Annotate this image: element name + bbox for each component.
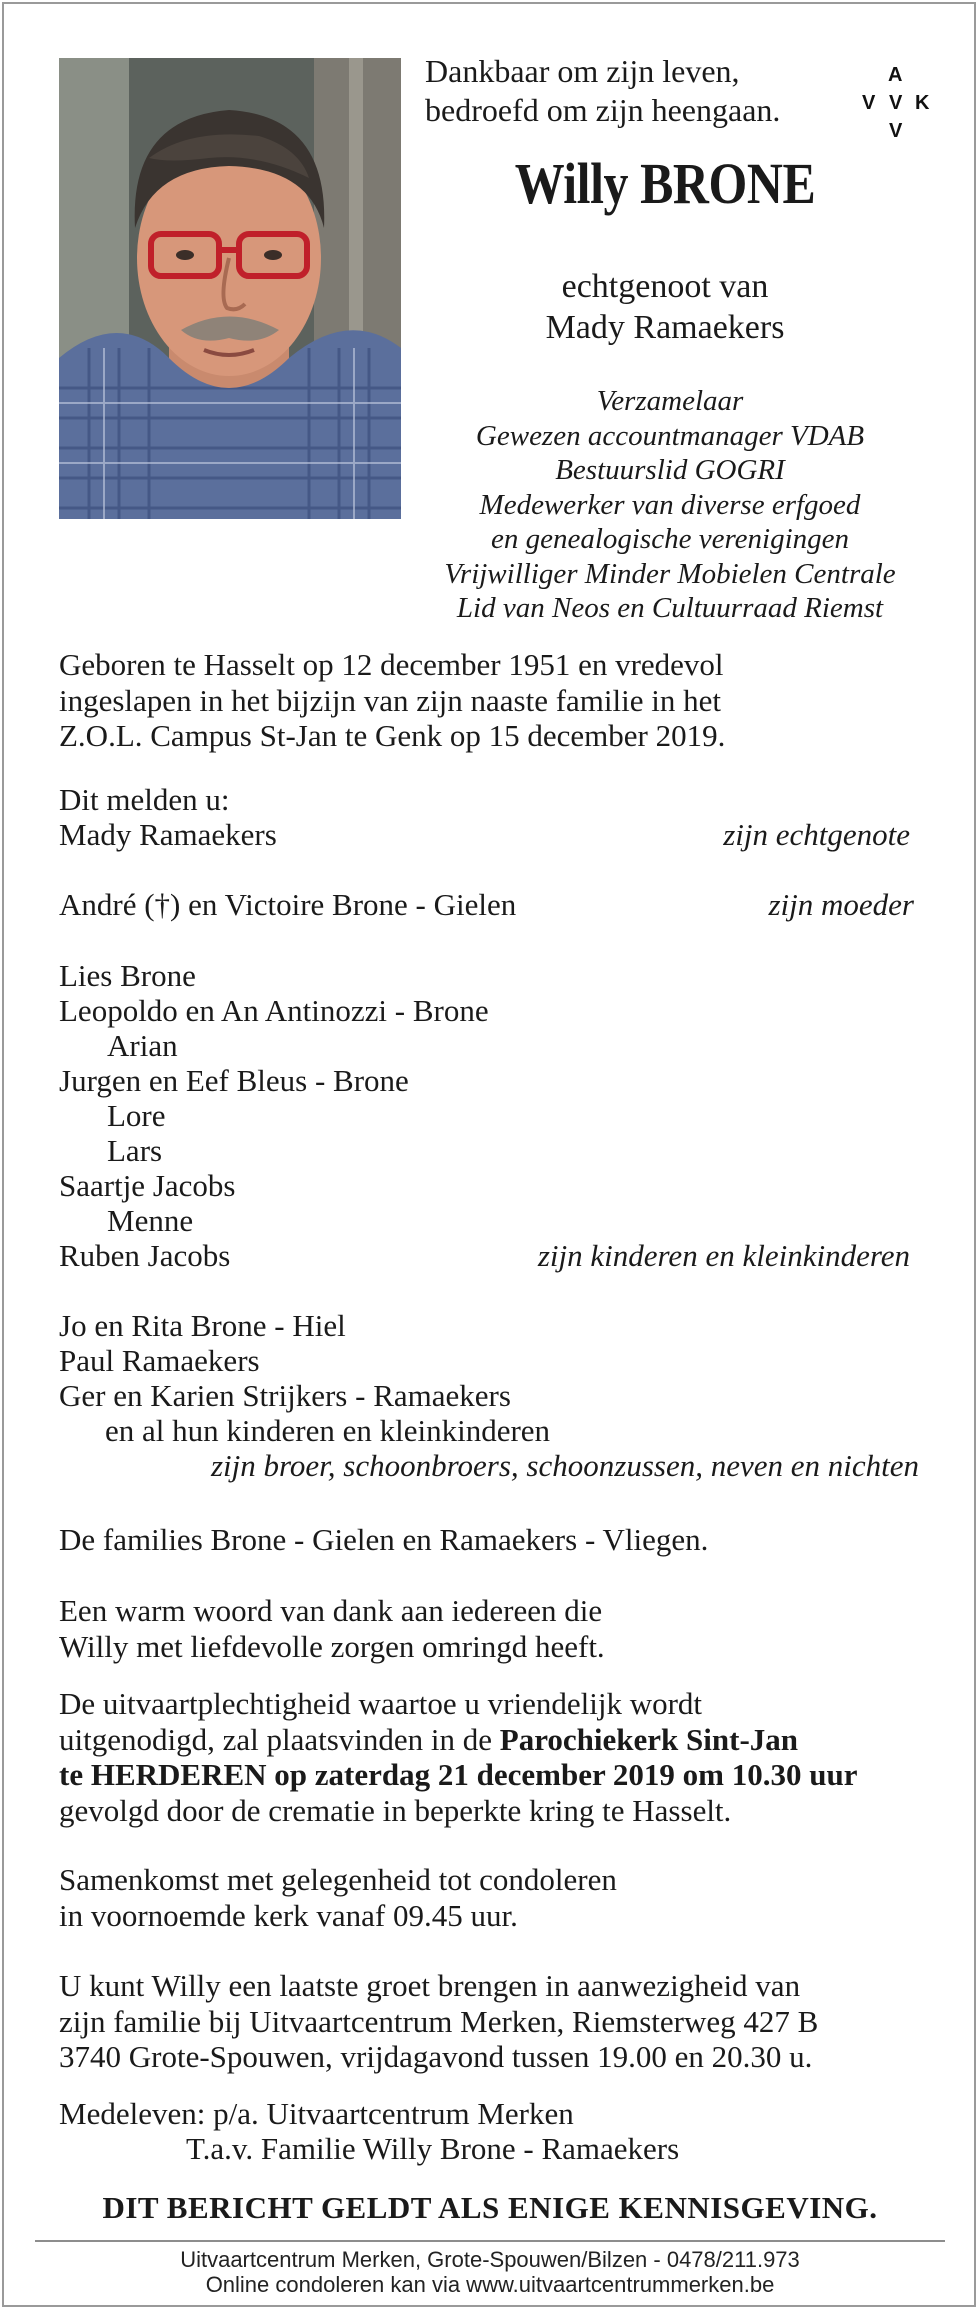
funeral-line: De uitvaartplechtigheid waartoe u vriendelijk wordt	[59, 1686, 703, 1721]
condolences-line-1: Medeleven: p/a. Uitvaartcentrum Merken	[59, 2096, 574, 2131]
gathering-line: Samenkomst met gelegenheid tot condoleren	[59, 1862, 617, 1897]
birth-death-paragraph	[59, 647, 929, 754]
family-row-parents	[59, 887, 914, 922]
sibling-line: Ger en Karien Strijkers - Ramaekers	[59, 1378, 511, 1413]
roles-list	[400, 384, 940, 626]
spouse-line-2: Mady Ramaekers	[545, 309, 785, 346]
spouse-block	[430, 266, 900, 348]
header-text	[425, 52, 780, 130]
avvk-symbol	[862, 64, 932, 144]
sibling-line: en al hun kinderen en kleinkinderen	[105, 1413, 551, 1448]
gathering-paragraph	[59, 1862, 929, 1933]
child-line: Lies Brone	[59, 958, 196, 993]
footer-online-condolences: Online condoleren kan via www.uitvaartcentrummerken.be	[205, 2272, 775, 2297]
birth-line: Z.O.L. Campus St-Jan te Genk op 15 december 2019.	[59, 718, 726, 753]
portrait-illustration	[59, 58, 401, 519]
header-line-1: Dankbaar om zijn leven,	[425, 53, 740, 89]
condolences-line-2: T.a.v. Familie Willy Brone - Ramaekers	[186, 2131, 680, 2166]
thanks-line: Willy met liefdevolle zorgen omringd heeft.	[59, 1628, 605, 1664]
sibling-line: Paul Ramaekers	[59, 1343, 260, 1378]
avvk-bottom-letter: V	[889, 120, 903, 142]
deceased-name: Willy BRONE	[514, 151, 816, 216]
gathering-line: in voornoemde kerk vanaf 09.45 uur.	[59, 1897, 518, 1933]
visit-paragraph	[59, 1968, 929, 2075]
birth-line: Geboren te Hasselt op 12 december 1951 en vredevol	[59, 647, 724, 682]
header-line-2: bedroefd om zijn heengaan.	[425, 92, 781, 128]
footer-divider	[35, 2240, 945, 2242]
funeral-line-text: uitgenodigd, zal plaatsvinden in de	[59, 1721, 500, 1757]
grandchild-line: Arian	[107, 1028, 178, 1063]
family-relation: zijn kinderen en kleinkinderen	[537, 1238, 910, 1273]
child-line: Saartje Jacobs	[59, 1168, 236, 1203]
grandchild-line: Lore	[107, 1098, 166, 1133]
grandchild-line: Lars	[107, 1133, 163, 1168]
avvk-center-letter: V	[889, 92, 903, 114]
funeral-line	[59, 1722, 929, 1758]
family-relation: zijn broer, schoonbroers, schoonzussen, neven en nichten	[210, 1448, 919, 1483]
avvk-right-letter: K	[915, 92, 930, 114]
family-row-wife	[59, 817, 914, 852]
thanks-paragraph	[59, 1593, 929, 1664]
avvk-left-letter: V	[862, 92, 876, 114]
families-line: De families Brone - Gielen en Ramaekers - Vliegen.	[59, 1522, 709, 1557]
role-item: Medewerker van diverse erfgoed	[479, 488, 861, 521]
family-relation: zijn echtgenote	[723, 817, 910, 852]
avvk-top-letter: A	[888, 64, 903, 86]
role-item: Lid van Neos en Cultuurraad Riemst	[456, 592, 884, 624]
role-item: Gewezen accountmanager VDAB	[475, 419, 865, 452]
funeral-paragraph	[59, 1686, 929, 1828]
family-name: Mady Ramaekers	[59, 817, 277, 852]
role-item: Verzamelaar	[596, 385, 744, 417]
birth-line: ingeslapen in het bijzijn van zijn naaste familie in het	[59, 682, 721, 718]
spouse-line-1: echtgenoot van	[561, 268, 769, 305]
visit-line: zijn familie bij Uitvaartcentrum Merken, Riemsterweg 427 B	[59, 2003, 819, 2039]
closing-statement: DIT BERICHT GELDT ALS ENIGE KENNISGEVING.	[102, 2190, 878, 2225]
family-relation: zijn moeder	[768, 887, 914, 922]
funeral-line	[59, 1757, 929, 1793]
role-item: Bestuurslid GOGRI	[555, 454, 785, 486]
family-row-children-last	[59, 1238, 914, 1273]
grandchild-line: Menne	[107, 1203, 194, 1238]
child-line: Jurgen en Eef Bleus - Brone	[59, 1063, 409, 1098]
role-item: en genealogische verenigingen	[490, 523, 850, 555]
child-line: Ruben Jacobs	[59, 1238, 231, 1273]
funeral-line: gevolgd door de crematie in beperkte kring te Hasselt.	[59, 1792, 732, 1828]
announce-line: Dit melden u:	[59, 782, 230, 817]
role-item: Vrijwilliger Minder Mobielen Centrale	[444, 557, 896, 590]
thanks-line: Een warm woord van dank aan iedereen die	[59, 1593, 603, 1628]
footer-contact: Uitvaartcentrum Merken, Grote-Spouwen/Bilzen - 0478/211.973	[180, 2247, 800, 2272]
sibling-line: Jo en Rita Brone - Hiel	[59, 1308, 346, 1343]
family-name: André (†) en Victoire Brone - Gielen	[59, 887, 517, 922]
visit-line: 3740 Grote-Spouwen, vrijdagavond tussen 19.00 en 20.30 u.	[59, 2039, 813, 2074]
portrait-photo	[59, 58, 401, 519]
church-name: Parochiekerk Sint-Jan	[499, 1721, 799, 1757]
visit-line: U kunt Willy een laatste groet brengen in aanwezigheid van	[59, 1968, 801, 2003]
funeral-date-time: te HERDEREN op zaterdag 21 december 2019 om 10.30 uur	[59, 1757, 858, 1792]
child-line: Leopoldo en An Antinozzi - Brone	[59, 993, 489, 1028]
